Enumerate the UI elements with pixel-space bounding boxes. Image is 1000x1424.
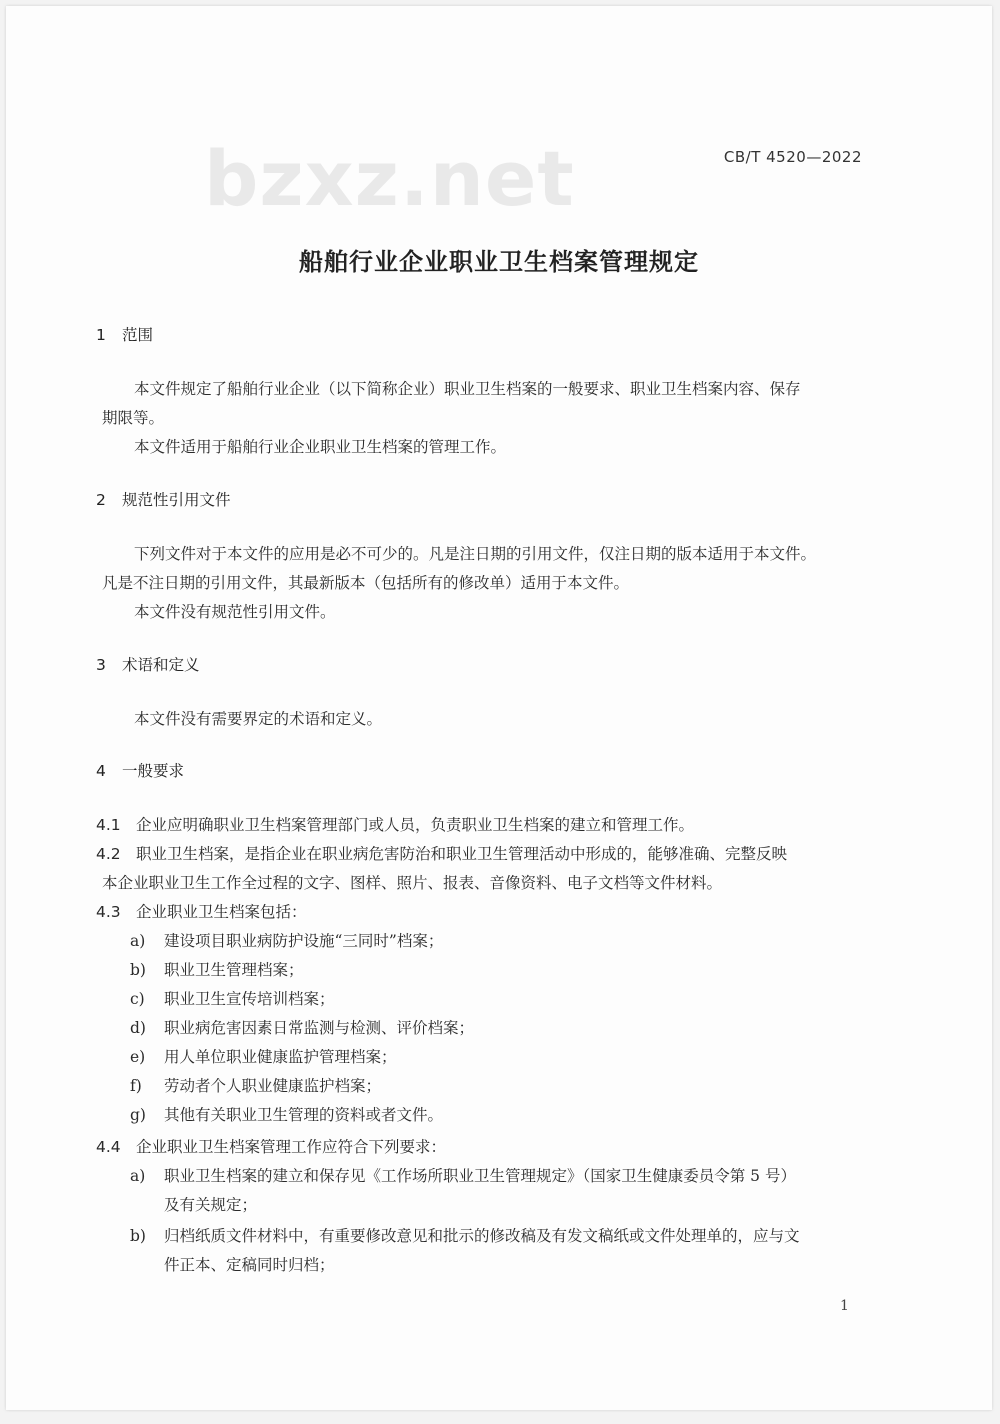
document-page: [6, 6, 992, 1410]
paragraph-line: 本文件没有需要界定的术语和定义。: [134, 710, 383, 728]
document-title: 船舶行业企业职业卫生档案管理规定: [299, 248, 699, 276]
clause-4-1: [96, 814, 694, 836]
watermark: bzxz.net: [204, 134, 575, 223]
list-item-text: 职业卫生档案的建立和保存见《工作场所职业卫生管理规定》（国家卫生健康委员令第 5 号）: [164, 1167, 796, 1185]
list-item-text: 归档纸质文件材料中，有重要修改意见和批示的修改稿及有发文稿纸或文件处理单的，应与文: [164, 1227, 800, 1245]
section-number: 2: [96, 491, 106, 509]
list-item: [130, 1075, 381, 1097]
list-item-letter: b): [130, 961, 146, 979]
list-item-letter: c): [130, 990, 145, 1008]
list-item-letter: a): [130, 1167, 146, 1185]
list-item: [130, 1017, 474, 1039]
clause-number: 4.1: [96, 816, 121, 834]
section-2-heading: [96, 489, 231, 511]
paragraph-line: 及有关规定；: [164, 1196, 258, 1214]
paragraph-line: 期限等。: [102, 409, 165, 427]
list-item: [130, 959, 304, 981]
list-item-letter: b): [130, 1227, 146, 1245]
clause-text: 企业职业卫生档案包括：: [136, 903, 307, 921]
section-title: 范围: [122, 326, 154, 344]
paragraph-line: 件正本、定稿同时归档；: [164, 1256, 335, 1274]
list-item: [130, 988, 335, 1010]
clause-4-3: [96, 901, 307, 923]
clause-4-2: [96, 843, 787, 865]
section-1-heading: [96, 324, 153, 346]
list-item-text: 职业病危害因素日常监测与检测、评价档案；: [164, 1019, 475, 1037]
section-4-heading: [96, 760, 184, 782]
section-number: 1: [96, 326, 106, 344]
clause-number: 4.3: [96, 903, 121, 921]
list-item: [130, 1225, 800, 1247]
page-number: 1: [840, 1298, 849, 1314]
paragraph-line: 凡是不注日期的引用文件，其最新版本（包括所有的修改单）适用于本文件。: [102, 574, 630, 592]
section-title: 一般要求: [122, 762, 185, 780]
list-item-letter: a): [130, 932, 146, 950]
standard-number: CB/T 4520—2022: [723, 148, 862, 166]
list-item: [130, 1104, 443, 1126]
section-number: 3: [96, 656, 106, 674]
paragraph-line: 本文件适用于船舶行业企业职业卫生档案的管理工作。: [134, 438, 507, 456]
list-item-text: 职业卫生宣传培训档案；: [164, 990, 335, 1008]
list-item-text: 其他有关职业卫生管理的资料或者文件。: [164, 1106, 444, 1124]
section-title: 规范性引用文件: [122, 491, 231, 509]
paragraph-line: 本文件没有规范性引用文件。: [134, 603, 336, 621]
paragraph-line: 下列文件对于本文件的应用是必不可少的。凡是注日期的引用文件，仅注日期的版本适用于本文件。: [134, 545, 817, 563]
list-item-text: 用人单位职业健康监护管理档案；: [164, 1048, 397, 1066]
list-item-text: 职业卫生管理档案；: [164, 961, 304, 979]
list-item-text: 劳动者个人职业健康监护档案；: [164, 1077, 382, 1095]
section-title: 术语和定义: [122, 656, 200, 674]
paragraph-line: 本文件规定了船舶行业企业（以下简称企业）职业卫生档案的一般要求、职业卫生档案内容、保存: [134, 380, 801, 398]
list-item-letter: d): [130, 1019, 146, 1037]
clause-number: 4.2: [96, 845, 121, 863]
list-item: [130, 1046, 397, 1068]
list-item: [130, 1165, 796, 1187]
section-number: 4: [96, 762, 106, 780]
list-item-letter: g): [130, 1106, 146, 1124]
clause-text: 企业应明确职业卫生档案管理部门或人员，负责职业卫生档案的建立和管理工作。: [136, 816, 695, 834]
list-item-text: 建设项目职业病防护设施“三同时”档案；: [164, 932, 444, 950]
list-item-letter: f): [130, 1077, 142, 1095]
section-3-heading: [96, 654, 200, 676]
clause-text: 企业职业卫生档案管理工作应符合下列要求：: [136, 1138, 447, 1156]
clause-number: 4.4: [96, 1138, 121, 1156]
list-item: [130, 930, 443, 952]
clause-text: 职业卫生档案，是指企业在职业病危害防治和职业卫生管理活动中形成的，能够准确、完整反映: [136, 845, 788, 863]
clause-4-4: [96, 1136, 446, 1158]
paragraph-line: 本企业职业卫生工作全过程的文字、图样、照片、报表、音像资料、电子文档等文件材料。: [102, 874, 723, 892]
list-item-letter: e): [130, 1048, 146, 1066]
